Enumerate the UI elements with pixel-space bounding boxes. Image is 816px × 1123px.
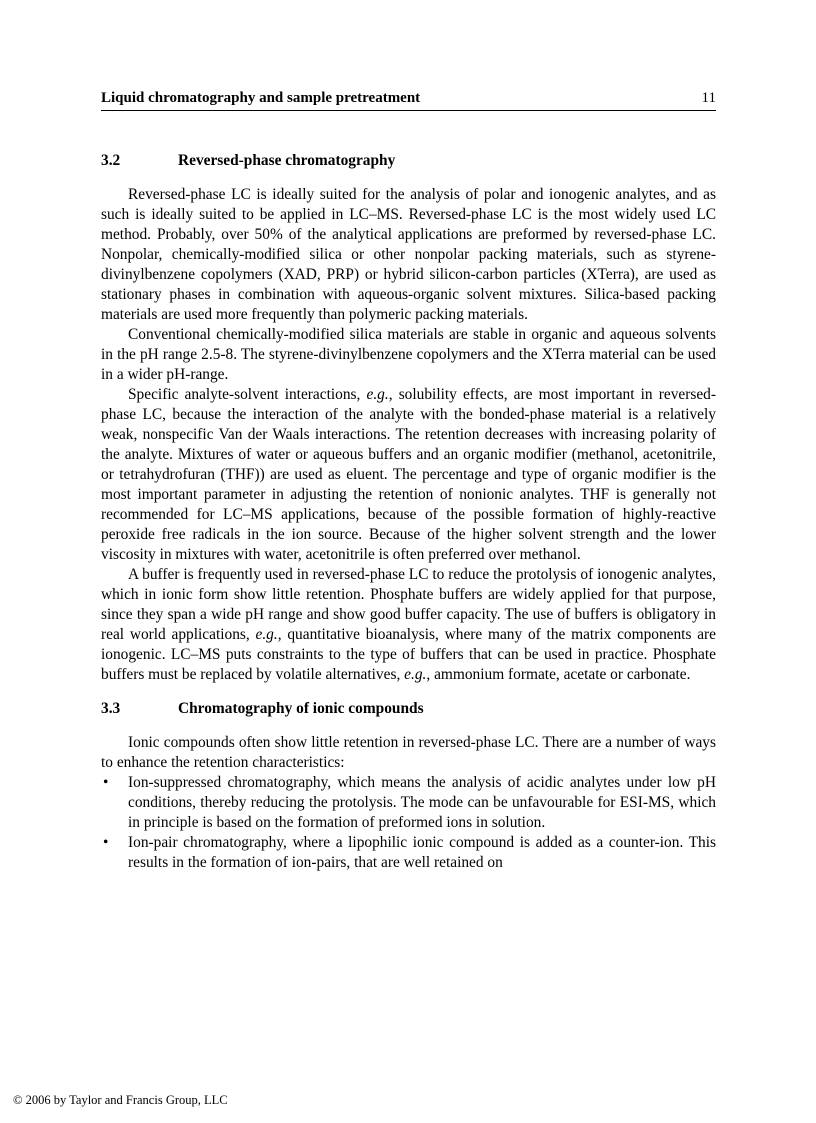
section-number: 3.2 xyxy=(101,152,121,169)
paragraph xyxy=(101,565,716,685)
list-item-text: Ion-suppressed chromatography, which means the analysis of acidic analytes under low pH conditions, thereby reducing the protolysis. The mode can be unfavourable for ESI-MS, which in principle is based on the formation of preformed ions in solution. xyxy=(128,774,716,831)
list-item xyxy=(101,833,716,873)
italic-eg: e.g. xyxy=(255,626,278,643)
paragraph: Conventional chemically-modified silica materials are stable in organic and aqueous solvents in the pH range 2.5-8. The styrene-divinylbenzene copolymers and the XTerra material can be used in a wider pH-range. xyxy=(101,326,716,383)
running-header-title: Liquid chromatography and sample pretreatment xyxy=(101,90,421,106)
text-run: , ammonium formate, acetate or carbonate. xyxy=(426,666,691,683)
italic-eg: e.g. xyxy=(366,386,389,403)
section-title: Reversed-phase chromatography xyxy=(178,152,396,169)
running-header xyxy=(101,90,716,111)
section-number: 3.3 xyxy=(101,700,121,717)
text-run: , quantitative bioanalysis, where many of the matrix components are ionogenic. LC–MS puts constraints to the type of buffers that can be used in practice. Phosphate buffers must be replaced by volatile alternatives, xyxy=(101,626,716,683)
body-text xyxy=(101,151,716,873)
copyright-footer: © 2006 by Taylor and Francis Group, LLC xyxy=(13,1093,228,1107)
text-run: , solubility effects, are most important in reversed-phase LC, because the interaction of the analyte with the bonded-phase material is a relatively weak, nonspecific Van der Waals interactions. The retention decreases with increasing polarity of the analyte. Mixtures of water or aqueous buffers and an organic modifier (methanol, acetonitrile, or tetrahydrofuran (THF)) are used as eluent. The percentage and type of organic modifier is the most important parameter in adjusting the retention of nonionic analytes. THF is generally not recommended for LC–MS applications, because of the possible formation of highly-reactive peroxide free radicals in the ion source. Because of the higher solvent strength and the lower viscosity in mixtures with water, acetonitrile is often preferred over methanol. xyxy=(101,386,716,563)
paragraph: Ionic compounds often show little retention in reversed-phase LC. There are a number of ways to enhance the retention characteristics: xyxy=(101,734,716,771)
list-item xyxy=(101,773,716,833)
italic-eg: e.g. xyxy=(404,666,427,683)
section-title: Chromatography of ionic compounds xyxy=(178,700,424,717)
page-number: 11 xyxy=(701,90,716,106)
paragraph xyxy=(101,385,716,565)
section-heading-3-2 xyxy=(101,151,716,171)
bullet-icon: • xyxy=(103,834,109,851)
text-run: Specific analyte-solvent interactions, xyxy=(128,386,367,403)
paragraph: Reversed-phase LC is ideally suited for the analysis of polar and ionogenic analytes, and as such is ideally suited to be applied in LC–MS. Reversed-phase LC is the most widely used LC method. Probably, over 50% of the analytical applications are preformed by reversed-phase LC. Nonpolar, chemically-modified silica or other nonpolar packing materials, such as styrene-divinylbenzene copolymers (XAD, PRP) or hybrid silicon-carbon particles (XTerra), are used as stationary phases in combination with aqueous-organic solvent mixtures. Silica-based packing materials are used more frequently than polymeric packing materials. xyxy=(101,186,716,323)
section-heading-3-3 xyxy=(101,699,716,719)
bullet-list xyxy=(101,773,716,873)
text-run: A buffer is frequently used in reversed-phase LC to reduce the protolysis of ionogenic analytes, which in ionic form show little retention. Phosphate buffers are widely applied for that purpose, since they span a wide pH range and show good buffer capacity. The use of buffers is obligatory in real world applications, xyxy=(101,566,716,643)
bullet-icon: • xyxy=(103,774,109,791)
list-item-text: Ion-pair chromatography, where a lipophilic ionic compound is added as a counter-ion. This results in the formation of ion-pairs, that are well retained on xyxy=(128,834,716,871)
